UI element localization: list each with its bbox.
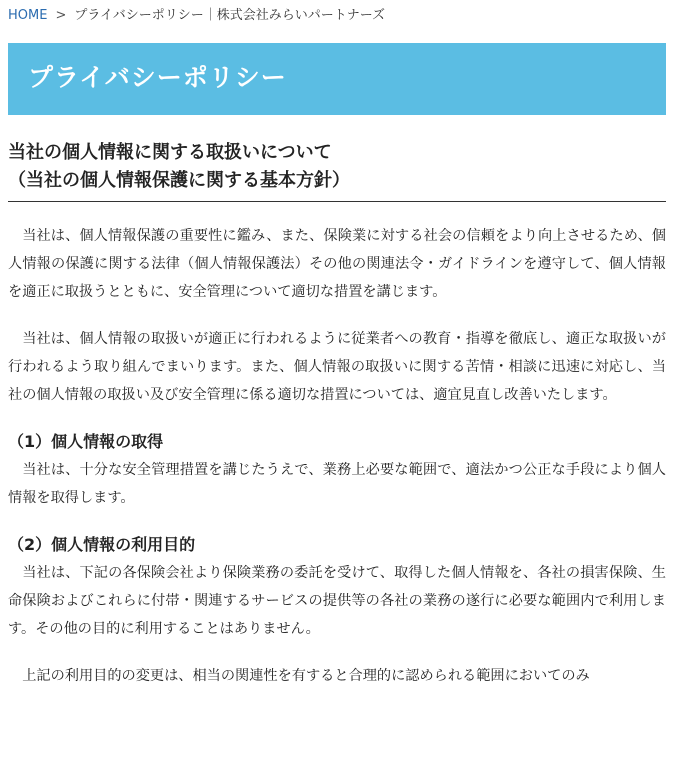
breadcrumb: [8, 7, 385, 25]
section-heading-line2: （当社の個人情報保護に関する基本方針）: [8, 170, 350, 191]
intro-paragraph-2: 当社は、個人情報の取扱いが適正に行われるように従業者への教育・指導を徹底し、適正な取扱いが行われるよう取り組んでまいります。また、個人情報の取扱いに関する苦情・相談に迅速に対応し、当社の個人情報の取扱い及び安全管理に係る適切な措置については、適宜見直し改善いたします。: [8, 331, 666, 403]
section-1-paragraph: 当社は、十分な安全管理措置を講じたうえで、業務上必要な範囲で、適法かつ公正な手段により個人情報を取得します。: [8, 462, 666, 506]
breadcrumb-current: プライバシーポリシー｜株式会社みらいパートナーズ: [74, 8, 386, 23]
section-1-heading: （1）個人情報の取得: [8, 432, 164, 451]
page-title: プライバシーポリシー: [28, 63, 287, 92]
breadcrumb-separator: >: [55, 8, 67, 23]
section-2-paragraph: 当社は、下記の各保険会社より保険業務の委託を受けて、取得した個人情報を、各社の損害保険、生命保険およびこれらに付帯・関連するサービスの提供等の各社の業務の遂行に必要な範囲内で利用します。その他の目的に利用することはありません。: [8, 565, 666, 637]
bottom-fade-overlay: [0, 735, 679, 769]
breadcrumb-home-link[interactable]: HOME: [8, 8, 48, 23]
intro-paragraph-1: 当社は、個人情報保護の重要性に鑑み、また、保険業に対する社会の信頼をより向上させるため、個人情報の保護に関する法律（個人情報保護法）その他の関連法令・ガイドラインを遵守して、個人情報を適正に取扱うとともに、安全管理について適切な措置を講じます。: [8, 228, 666, 300]
section-2-heading: （2）個人情報の利用目的: [8, 535, 196, 554]
page-title-banner: [8, 43, 666, 115]
section-heading: [8, 139, 666, 202]
section-2-paragraph-2: 上記の利用目的の変更は、相当の関連性を有すると合理的に認められる範囲においてのみ: [22, 668, 590, 684]
section-heading-line1: 当社の個人情報に関する取扱いについて: [8, 142, 332, 163]
policy-body: [8, 222, 666, 709]
